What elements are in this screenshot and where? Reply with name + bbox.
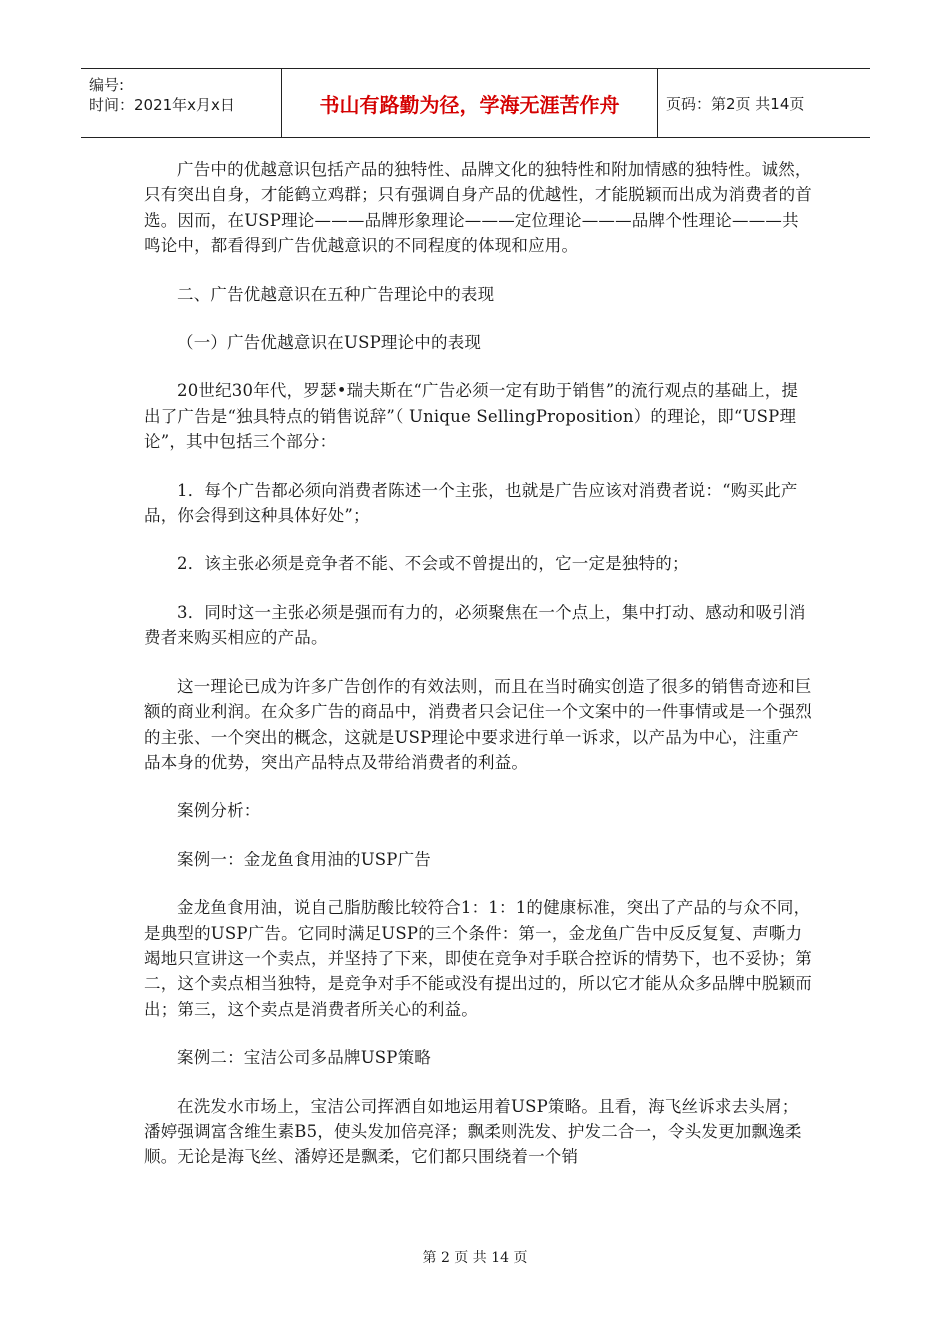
paragraph: 20世纪30年代，罗瑟•瑞夫斯在“广告必须一定有助于销售”的流行观点的基础上，提出了广告是“独具特点的销售说辞”（ Unique SellingProposition）的理论，即“USP理论”，其中包括三个部分：	[144, 381, 799, 452]
paragraph: 广告中的优越意识包括产品的独特性、品牌文化的独特性和附加情感的独特性。诚然，只有突出自身，才能鹤立鸡群；只有强调自身产品的优越性，才能脱颖而出成为消费者的首选。因而，在USP理论———品牌形象理论———定位理论———品牌个性理论———共鸣论中，都看得到广告优越意识的不同程度的体现和应用。	[144, 160, 812, 256]
number-label: 编号:	[89, 76, 125, 94]
subsection-heading: （一）广告优越意识在USP理论中的表现	[177, 333, 482, 353]
section-heading: 二、广告优越意识在五种广告理论中的表现	[177, 284, 495, 304]
time-label: 时间：2021年x月x日	[89, 96, 235, 114]
case-title: 案例二：宝洁公司多品牌USP策略	[177, 1048, 432, 1068]
paragraph: 在洗发水市场上，宝洁公司挥洒自如地运用着USP策略。且看，海飞丝诉求去头屑；潘婷强调富含维生素B5，使头发加倍亮泽；飘柔则洗发、护发二合一，令头发更加飘逸柔顺。无论是海飞丝、潘婷还是飘柔，它们都只围绕着一个销	[144, 1096, 802, 1167]
paragraph: 金龙鱼食用油，说自己脂肪酸比较符合1：1：1的健康标准，突出了产品的与众不同，是典型的USP广告。它同时满足USP的三个条件：第一，金龙鱼广告中反反复复、声嘶力竭地只宣讲这一个卖点，并坚持了下来，即使在竞争对手联合控诉的情势下，也不妥协；第二，这个卖点相当独特，是竞争对手不能或没有提出过的，所以它才能从众多品牌中脱颖而出；第三，这个卖点是消费者所关心的利益。	[144, 898, 812, 1019]
list-item: 3．同时这一主张必须是强而有力的，必须聚焦在一个点上，集中打动、感动和吸引消费者来购买相应的产品。	[144, 602, 806, 648]
header-motto: 书山有路勤为径，学海无涯苦作舟	[282, 69, 658, 137]
document-body	[144, 157, 812, 1193]
paragraph: 这一理论已成为许多广告创作的有效法则，而且在当时确实创造了很多的销售奇迹和巨额的商业利润。在众多广告的商品中，消费者只会记住一个文案中的一件事情或是一个强烈的主张、一个突出的概念，这就是USP理论中要求进行单一诉求，以产品为中心，注重产品本身的优势，突出产品特点及带给消费者的利益。	[144, 676, 812, 772]
header-page-info: 页码：第2页 共14页	[666, 94, 805, 113]
case-heading: 案例分析：	[177, 801, 261, 821]
page-footer: 第 2 页 共 14 页	[422, 1250, 528, 1266]
case-title: 案例一：金龙鱼食用油的USP广告	[177, 849, 432, 869]
list-item: 2．该主张必须是竞争者不能、不会或不曾提出的，它一定是独特的；	[177, 554, 689, 574]
header-table	[81, 68, 870, 138]
list-item: 1．每个广告都必须向消费者陈述一个主张，也就是广告应该对消费者说：“购买此产品，你会得到这种具体好处”；	[144, 480, 798, 526]
header-meta	[81, 69, 282, 137]
